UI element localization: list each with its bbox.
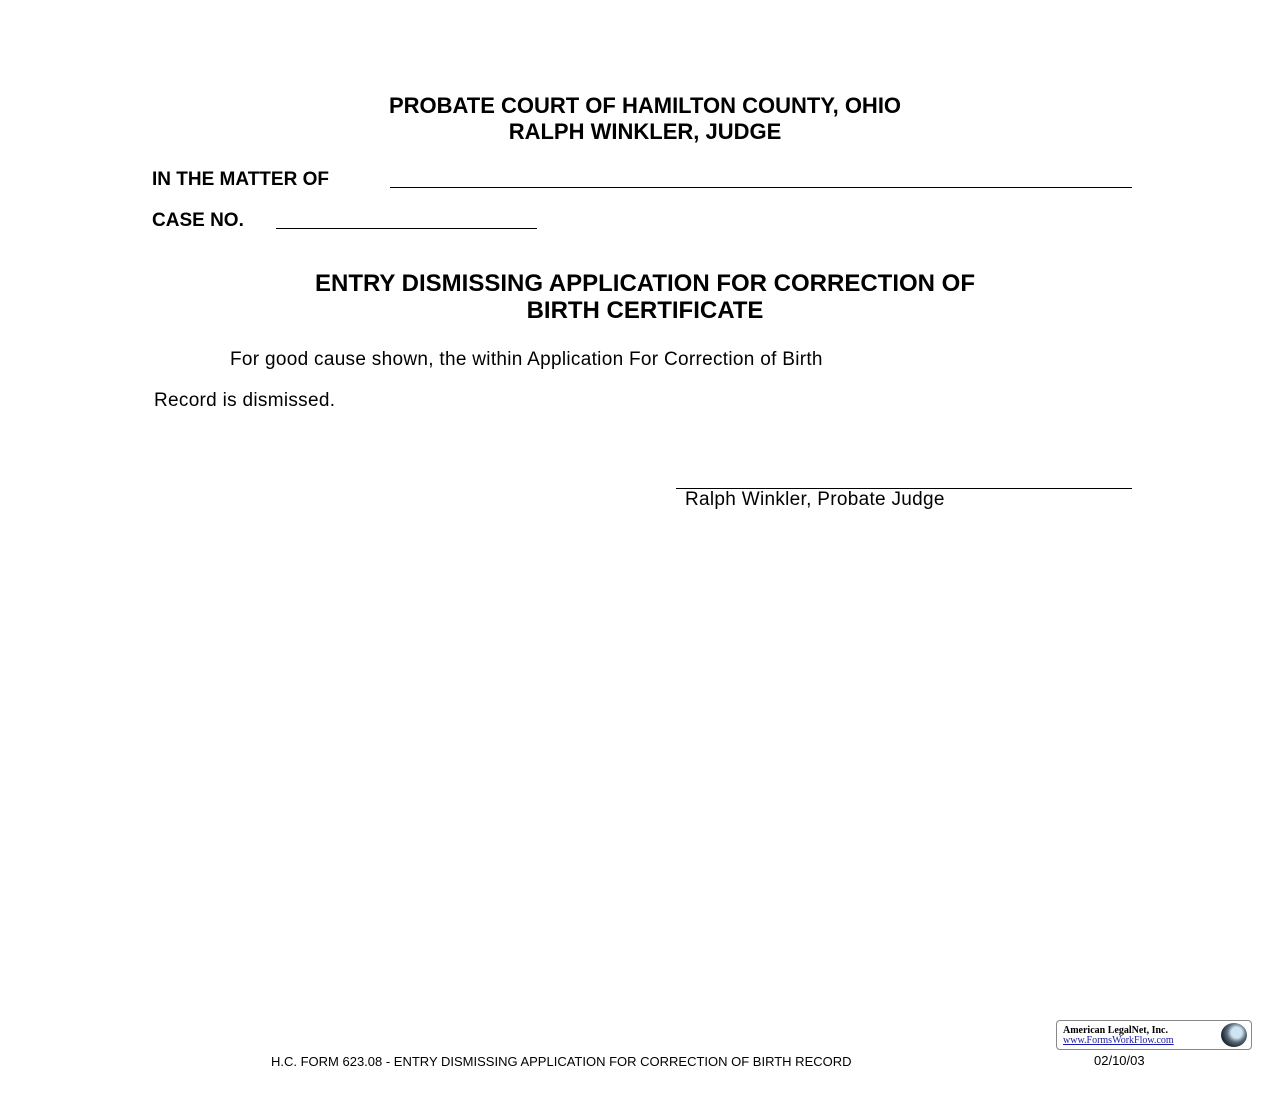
case-number-field[interactable] [276, 206, 537, 229]
matter-field[interactable] [390, 165, 1132, 188]
form-date: 02/10/03 [1094, 1053, 1145, 1068]
logo-url-link[interactable]: www.FormsWorkFlow.com [1063, 1035, 1174, 1046]
globe-icon [1221, 1023, 1247, 1047]
form-footer: H.C. FORM 623.08 - ENTRY DISMISSING APPLICATION FOR CORRECTION OF BIRTH RECORD [271, 1054, 852, 1069]
matter-label: IN THE MATTER OF [152, 169, 329, 190]
case-label: CASE NO. [152, 210, 244, 231]
judge-name: RALPH WINKLER, JUDGE [508, 119, 782, 144]
publisher-logo [1056, 1020, 1252, 1050]
body-text-line1: For good cause shown, the within Application For Correction of Birth [230, 349, 823, 370]
signature-line[interactable] [676, 470, 1132, 489]
signature-label: Ralph Winkler, Probate Judge [685, 489, 945, 510]
document-title-line2: BIRTH CERTIFICATE [526, 297, 764, 324]
document-title-line1: ENTRY DISMISSING APPLICATION FOR CORRECTION OF [314, 270, 976, 297]
court-name: PROBATE COURT OF HAMILTON COUNTY, OHIO [388, 93, 902, 118]
logo-name: American LegalNet, Inc. [1063, 1025, 1168, 1036]
body-text-line2: Record is dismissed. [154, 390, 336, 411]
